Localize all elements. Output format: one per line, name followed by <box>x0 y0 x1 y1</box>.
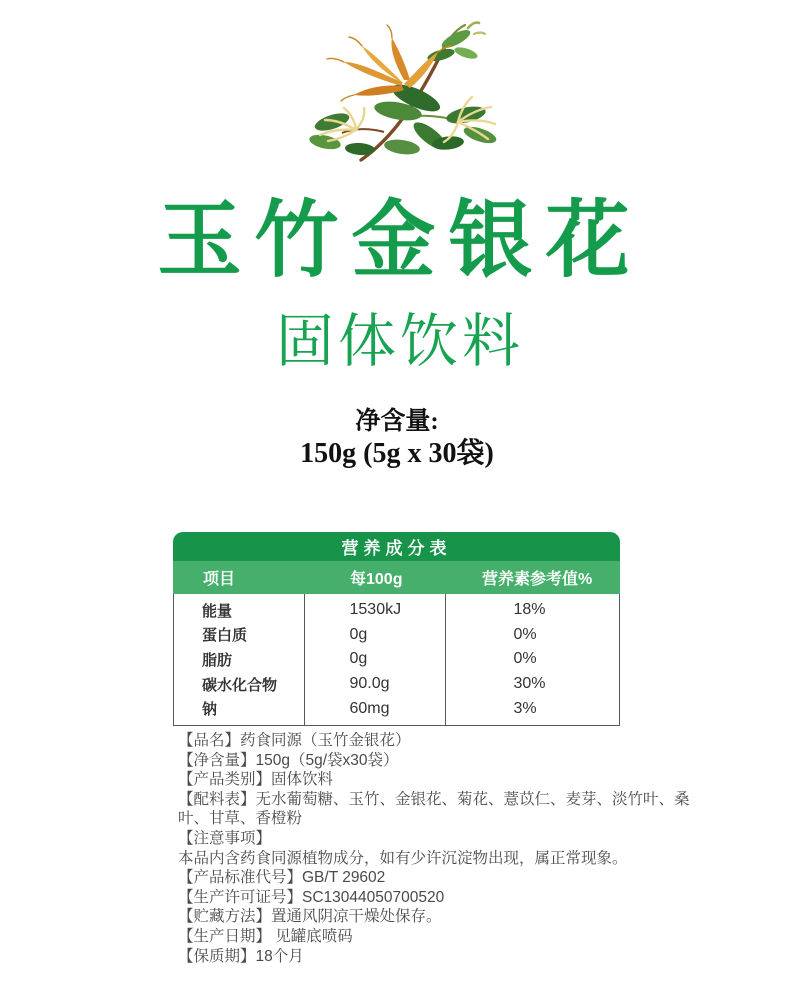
nutrient-value: 1530kJ <box>349 601 402 619</box>
info-line-shelf-life: 【保质期】18个月 <box>178 947 304 965</box>
info-line-storage: 【贮藏方法】置通风阴凉干燥处保存。 <box>178 908 442 926</box>
info-line-ingredients-cont: 叶、甘草、香橙粉 <box>178 810 303 828</box>
net-content-label: 净含量: <box>355 408 439 435</box>
column-header-per100g: 每100g <box>350 571 403 588</box>
nutrient-name: 钠 <box>202 701 218 719</box>
nutrient-value: 90.0g <box>349 675 390 693</box>
nutrient-nrv: 0% <box>513 625 537 643</box>
column-divider <box>445 594 447 725</box>
table-row <box>174 623 619 648</box>
product-subtitle: 固体饮料 <box>275 309 524 374</box>
nutrient-nrv: 3% <box>513 699 537 717</box>
honeysuckle-illustration <box>298 18 502 166</box>
info-line-product-name: 【品名】药食同源（玉竹金银花） <box>178 732 411 749</box>
product-info-block <box>178 731 690 966</box>
nutrient-value: 0g <box>349 650 368 668</box>
nutrient-nrv: 30% <box>513 675 546 693</box>
product-name-title: 玉竹金银花 <box>157 193 643 287</box>
nutrition-table-body <box>173 594 620 726</box>
nutrient-name: 蛋白质 <box>202 627 248 645</box>
info-line-standard-code: 【产品标准代号】GB/T 29602 <box>178 869 386 887</box>
nutrition-table <box>173 532 620 726</box>
nutrient-name: 能量 <box>202 602 233 620</box>
info-line-production-date: 【生产日期】 见罐底喷码 <box>178 927 353 945</box>
table-row <box>174 672 619 697</box>
info-line-license-no: 【生产许可证号】SC13044050700520 <box>178 888 445 906</box>
nutrition-table-title: 营养成分表 <box>173 532 620 561</box>
net-content <box>0 406 794 470</box>
info-line-notice-label: 【注意事项】 <box>178 829 272 847</box>
info-line-notice-text: 本品内含药食同源植物成分，如有少许沉淀物出现，属正常现象。 <box>178 849 628 867</box>
table-row <box>174 598 619 623</box>
column-header-nrv: 营养素参考值% <box>482 571 593 588</box>
column-header-item: 项目 <box>203 571 236 588</box>
net-content-value: 150g (5g x 30袋) <box>300 438 494 469</box>
nutrient-nrv: 18% <box>513 601 546 619</box>
nutrient-value: 60mg <box>349 699 390 717</box>
table-row <box>174 647 619 672</box>
column-divider <box>304 594 306 725</box>
nutrient-nrv: 0% <box>513 650 537 668</box>
nutrient-name: 碳水化合物 <box>202 676 278 694</box>
table-row <box>174 696 619 721</box>
info-line-category: 【产品类别】固体饮料 <box>178 771 334 789</box>
nutrition-table-header <box>173 561 620 594</box>
nutrient-value: 0g <box>349 625 368 643</box>
info-line-ingredients: 【配料表】无水葡萄糖、玉竹、金银花、菊花、薏苡仁、麦芽、淡竹叶、桑 <box>178 790 690 808</box>
info-line-net-content: 【净含量】150g（5g/袋x30袋） <box>178 751 399 769</box>
nutrient-name: 脂肪 <box>202 651 233 669</box>
